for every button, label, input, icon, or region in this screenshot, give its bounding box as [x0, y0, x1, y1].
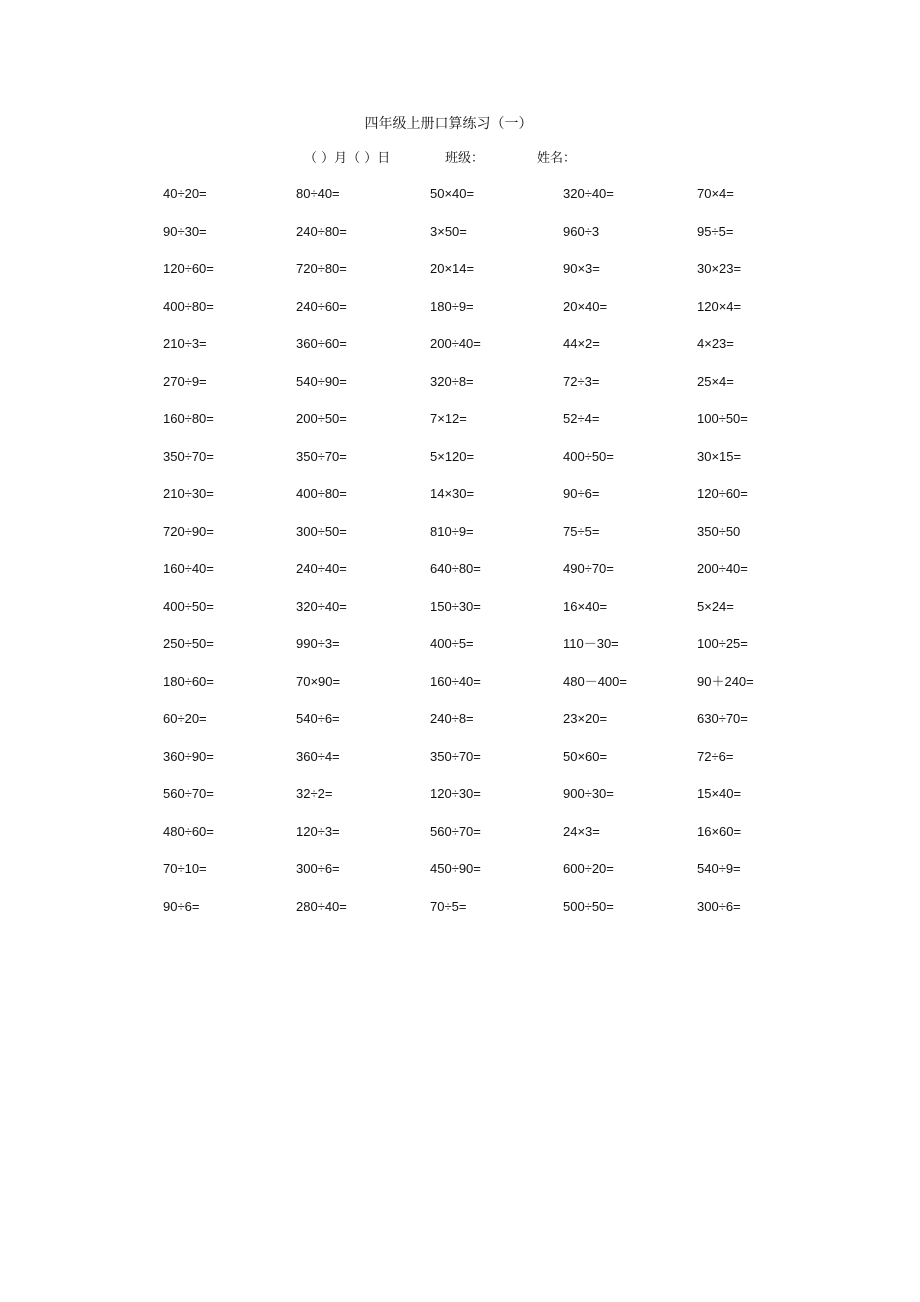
arithmetic-problem: 240÷8=: [430, 711, 474, 726]
problem-row: [163, 673, 843, 711]
arithmetic-problem: 110－30=: [563, 636, 619, 651]
arithmetic-problem: 500÷50=: [563, 898, 614, 914]
arithmetic-problem: 120×4=: [697, 298, 742, 314]
arithmetic-problem: 900÷30=: [563, 786, 614, 801]
arithmetic-problem: 44×2=: [563, 336, 600, 351]
arithmetic-problem: 120÷30=: [430, 786, 481, 801]
arithmetic-problem: 90×3=: [563, 261, 600, 276]
problem-row: [163, 598, 843, 636]
arithmetic-problem: 240÷40=: [296, 561, 347, 576]
arithmetic-problem: 20×40=: [563, 298, 608, 314]
arithmetic-problem: 40÷20=: [163, 186, 207, 201]
problem-row: [163, 335, 843, 373]
arithmetic-problem: 90÷30=: [163, 223, 207, 239]
arithmetic-problem: 350÷70=: [430, 748, 481, 764]
arithmetic-problem: 95÷5=: [697, 223, 734, 239]
arithmetic-problem: 5×120=: [430, 448, 475, 464]
arithmetic-problem: 120÷60=: [697, 486, 748, 501]
arithmetic-problem: 350÷70=: [296, 448, 347, 464]
arithmetic-problem: 250÷50=: [163, 636, 214, 651]
problem-row: [163, 635, 843, 673]
arithmetic-problem: 180÷60=: [163, 673, 214, 689]
problem-row: [163, 485, 843, 523]
arithmetic-problem: 300÷6=: [296, 861, 340, 876]
problem-row: [163, 373, 843, 411]
arithmetic-problem: 50×40=: [430, 186, 475, 201]
arithmetic-problem: 100÷25=: [697, 636, 748, 651]
problem-row: [163, 448, 843, 486]
arithmetic-problem: 75÷5=: [563, 523, 600, 539]
arithmetic-problem: 540÷6=: [296, 711, 340, 726]
arithmetic-problem: 400÷50=: [563, 448, 614, 464]
arithmetic-problem: 70÷10=: [163, 861, 207, 876]
class-field-label: 班级：: [445, 151, 485, 166]
arithmetic-problem: 480－400=: [563, 673, 627, 689]
problem-row: [163, 260, 843, 298]
arithmetic-problem: 30×23=: [697, 261, 742, 276]
arithmetic-problem: 320÷40=: [296, 598, 347, 614]
arithmetic-problem: 210÷30=: [163, 486, 214, 501]
arithmetic-problem: 630÷70=: [697, 711, 748, 726]
arithmetic-problem: 350÷70=: [163, 448, 214, 464]
arithmetic-problem: 3×50=: [430, 223, 467, 239]
problem-row: [163, 860, 843, 898]
arithmetic-problem: 600÷20=: [563, 861, 614, 876]
arithmetic-problem: 320÷8=: [430, 373, 474, 389]
arithmetic-problem: 280÷40=: [296, 898, 347, 914]
problem-row: [163, 748, 843, 786]
arithmetic-problem: 490÷70=: [563, 561, 614, 576]
arithmetic-problem: 400÷5=: [430, 636, 474, 651]
arithmetic-problem: 540÷90=: [296, 373, 347, 389]
arithmetic-problem: 20×14=: [430, 261, 475, 276]
arithmetic-problem: 450÷90=: [430, 861, 481, 876]
problem-row: [163, 560, 843, 598]
arithmetic-problem: 240÷80=: [296, 223, 347, 239]
arithmetic-problem: 810÷9=: [430, 523, 474, 539]
arithmetic-problem: 120÷60=: [163, 261, 214, 276]
arithmetic-problem: 14×30=: [430, 486, 475, 501]
problem-row: [163, 710, 843, 748]
problem-row: [163, 223, 843, 261]
arithmetic-problem: 270÷9=: [163, 373, 207, 389]
arithmetic-problem: 640÷80=: [430, 561, 481, 576]
arithmetic-problem: 160÷80=: [163, 411, 214, 426]
arithmetic-problem: 7×12=: [430, 411, 467, 426]
problem-row: [163, 298, 843, 336]
problem-row: [163, 185, 843, 223]
problem-row: [163, 823, 843, 861]
arithmetic-problem: 100÷50=: [697, 411, 748, 426]
arithmetic-problem: 80÷40=: [296, 186, 340, 201]
arithmetic-problem: 120÷3=: [296, 823, 340, 839]
arithmetic-problem: 150÷30=: [430, 598, 481, 614]
arithmetic-problem: 210÷3=: [163, 336, 207, 351]
arithmetic-problem: 180÷9=: [430, 298, 474, 314]
arithmetic-problem: 720÷80=: [296, 261, 347, 276]
arithmetic-problem: 300÷6=: [697, 898, 741, 914]
arithmetic-problem: 360÷90=: [163, 748, 214, 764]
arithmetic-problem: 90÷6=: [563, 486, 600, 501]
problem-grid: [163, 185, 843, 935]
arithmetic-problem: 5×24=: [697, 598, 734, 614]
arithmetic-problem: 400÷80=: [296, 486, 347, 501]
arithmetic-problem: 560÷70=: [163, 786, 214, 801]
arithmetic-problem: 60÷20=: [163, 711, 207, 726]
arithmetic-problem: 16×40=: [563, 598, 608, 614]
problem-row: [163, 410, 843, 448]
arithmetic-problem: 540÷9=: [697, 861, 741, 876]
arithmetic-problem: 360÷60=: [296, 336, 347, 351]
arithmetic-problem: 720÷90=: [163, 523, 214, 539]
arithmetic-problem: 400÷50=: [163, 598, 214, 614]
date-field: （ ）月（ ）日: [304, 151, 391, 166]
arithmetic-problem: 360÷4=: [296, 748, 340, 764]
arithmetic-problem: 32÷2=: [296, 786, 333, 801]
arithmetic-problem: 16×60=: [697, 823, 742, 839]
arithmetic-problem: 200÷50=: [296, 411, 347, 426]
arithmetic-problem: 25×4=: [697, 373, 734, 389]
problem-row: [163, 898, 843, 936]
arithmetic-problem: 15×40=: [697, 786, 742, 801]
arithmetic-problem: 4×23=: [697, 336, 734, 351]
arithmetic-problem: 70÷5=: [430, 898, 467, 914]
arithmetic-problem: 400÷80=: [163, 298, 214, 314]
arithmetic-problem: 300÷50=: [296, 523, 347, 539]
arithmetic-problem: 72÷6=: [697, 748, 734, 764]
arithmetic-problem: 50×60=: [563, 748, 608, 764]
page-title: 四年级上册口算练习（一）: [364, 116, 533, 132]
arithmetic-problem: 160÷40=: [430, 673, 481, 689]
arithmetic-problem: 560÷70=: [430, 823, 481, 839]
arithmetic-problem: 23×20=: [563, 711, 608, 726]
arithmetic-problem: 72÷3=: [563, 373, 600, 389]
arithmetic-problem: 480÷60=: [163, 823, 214, 839]
name-field-label: 姓名：: [537, 151, 577, 166]
arithmetic-problem: 24×3=: [563, 823, 600, 839]
student-info-line: [0, 150, 920, 168]
arithmetic-problem: 320÷40=: [563, 186, 614, 201]
arithmetic-problem: 350÷50: [697, 523, 741, 539]
arithmetic-problem: 200÷40=: [697, 561, 748, 576]
arithmetic-problem: 70×4=: [697, 186, 734, 201]
arithmetic-problem: 160÷40=: [163, 561, 214, 576]
arithmetic-problem: 30×15=: [697, 448, 742, 464]
arithmetic-problem: 960÷3: [563, 223, 600, 239]
arithmetic-problem: 200÷40=: [430, 336, 481, 351]
arithmetic-problem: 90＋240=: [697, 673, 754, 689]
arithmetic-problem: 52÷4=: [563, 411, 600, 426]
arithmetic-problem: 70×90=: [296, 673, 341, 689]
arithmetic-problem: 90÷6=: [163, 898, 200, 914]
arithmetic-problem: 990÷3=: [296, 636, 340, 651]
problem-row: [163, 523, 843, 561]
problem-row: [163, 785, 843, 823]
arithmetic-problem: 240÷60=: [296, 298, 347, 314]
